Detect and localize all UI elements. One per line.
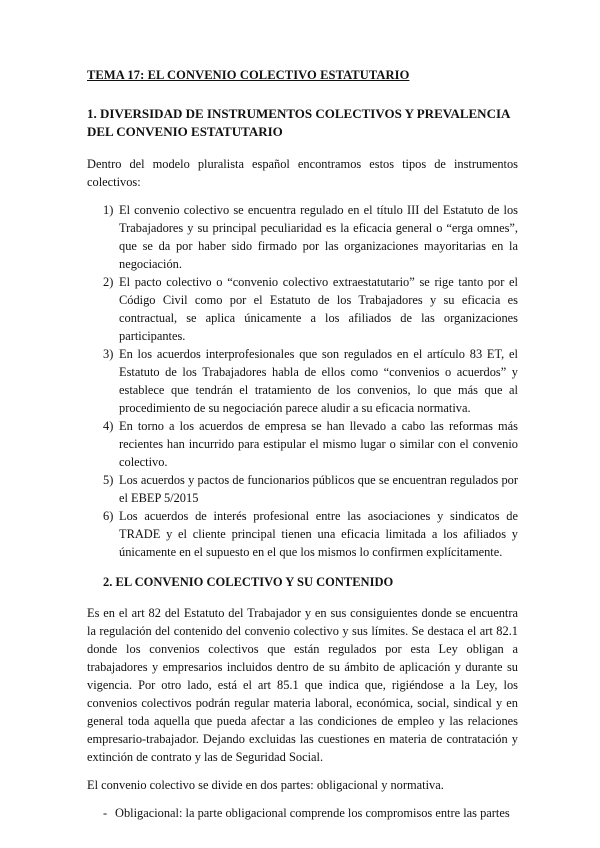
bullet-item — [87, 804, 518, 822]
bullet-text: Obligacional: la parte obligacional comprende los compromisos entre las partes — [115, 806, 510, 820]
list-item — [87, 273, 518, 345]
section-2-paragraph-1: Es en el art 82 del Estatuto del Trabajador y en sus consiguientes donde se encuentra la regulación del contenido del convenio colectivo y sus límites. Se destaca el art 82.1 donde los convenios colectivos que están regulados por esta Ley obligan a trabajadores y empresarios incluidos dentro de su ámbito de aplicación y durante su vigencia. Por otro lado, está el art 85.1 que indica que, rigiéndose a la Ley, los convenios colectivos podrán regular materia laboral, económica, social, sindical y en general toda aquella que pueda afectar a las condiciones de empleo y las relaciones empresario-trabajador. Dejando excluidas las cuestiones en materia de contratación y extinción de contrato y las de Seguridad Social. — [87, 606, 518, 764]
list-item — [87, 417, 518, 471]
list-item-number: 2) — [103, 275, 114, 289]
section-2-heading: 2. EL CONVENIO COLECTIVO Y SU CONTENIDO — [103, 575, 394, 589]
list-item-number: 4) — [103, 419, 114, 433]
section-2-paragraph-2: El convenio colectivo se divide en dos partes: obligacional y normativa. — [87, 778, 444, 792]
section-1-heading: 1. DIVERSIDAD DE INSTRUMENTOS COLECTIVOS Y PREVALENCIA DEL CONVENIO ESTATUTARIO — [87, 106, 510, 139]
list-item-text: El convenio colectivo se encuentra regulado en el título III del Estatuto de los Trabajadores y su principal peculiaridad es la eficacia general o “erga omnes”, que se da por haber sido firmado por las organizaciones mayoritarias en la negociación. — [119, 203, 518, 271]
list-item — [87, 201, 518, 273]
list-item — [87, 471, 518, 507]
instruments-list — [87, 201, 518, 561]
list-item-number: 6) — [103, 509, 114, 523]
list-item — [87, 345, 518, 417]
list-item-number: 5) — [103, 473, 114, 487]
list-item-number: 3) — [103, 347, 114, 361]
list-item — [87, 507, 518, 561]
list-item-text: En los acuerdos interprofesionales que son regulados en el artículo 83 ET, el Estatuto de los Trabajadores habla de ellos como “convenios o acuerdos” y establece que tendrán el tratamiento de los convenios, lo que más que al procedimiento de su negociación parece aludir a su eficacia normativa. — [119, 347, 518, 415]
page-title: TEMA 17: EL CONVENIO COLECTIVO ESTATUTARIO — [87, 68, 410, 82]
list-item-text: Los acuerdos de interés profesional entre las asociaciones y sindicatos de TRADE y el cliente principal tienen una eficacia limitada a los afiliados y únicamente en el supuesto en el que los mismos lo confirmen explícitamente. — [119, 509, 518, 559]
section-1-intro: Dentro del modelo pluralista español encontramos estos tipos de instrumentos colectivos: — [87, 157, 518, 189]
list-item-text: En torno a los acuerdos de empresa se han llevado a cabo las reformas más recientes han incurrido para estipular el mismo lugar o similar con el convenio colectivo. — [119, 419, 518, 469]
list-item-text: Los acuerdos y pactos de funcionarios públicos que se encuentran regulados por el EBEP 5/2015 — [119, 473, 518, 505]
list-item-number: 1) — [103, 203, 114, 217]
list-item-text: El pacto colectivo o “convenio colectivo extraestatutario” se rige tanto por el Código Civil como por el Estatuto de los Trabajadores y su eficacia es contractual, se aplica únicamente a los afiliados de las organizaciones participantes. — [119, 275, 518, 343]
bullet-marker: - — [103, 806, 108, 820]
